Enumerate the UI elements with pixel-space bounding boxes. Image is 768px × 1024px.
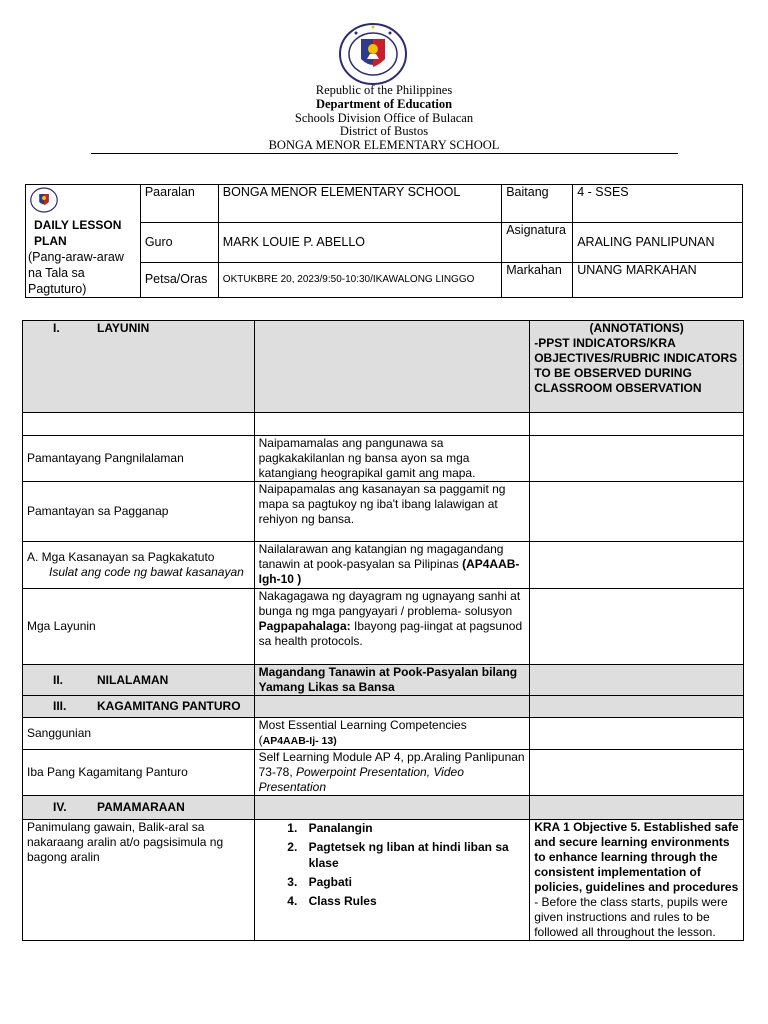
petsa-label: Petsa/Oras bbox=[140, 262, 218, 297]
deped-seal-small-logo bbox=[30, 187, 58, 213]
kasanayan-cell bbox=[23, 542, 255, 589]
empty-cell bbox=[254, 321, 530, 413]
header-department: Department of Education bbox=[315, 97, 453, 111]
baitang-value: 4 - SSES bbox=[573, 185, 743, 223]
asignatura-label: Asignatura bbox=[502, 223, 573, 262]
section-number: II. bbox=[53, 672, 64, 687]
lesson-plan-table bbox=[22, 320, 744, 941]
sanggunian-code: AP4AAB-Ij- 13) bbox=[262, 735, 337, 747]
baitang-label: Baitang bbox=[502, 185, 573, 223]
paaralan-label: Paaralan bbox=[140, 185, 218, 223]
guro-value: MARK LOUIE P. ABELLO bbox=[218, 223, 501, 262]
step-item: 2. Pagtetsek ng liban at hindi liban sa klase bbox=[301, 839, 526, 871]
pagpapahalaga-label: Pagpapahalaga: bbox=[258, 619, 351, 633]
empty-cell bbox=[530, 718, 744, 750]
kasanayan-value-cell bbox=[254, 542, 530, 589]
iba-value-cell bbox=[254, 750, 530, 796]
empty-cell bbox=[530, 696, 744, 718]
dlp-title-cell bbox=[26, 185, 141, 298]
header-school: BONGA MENOR ELEMENTARY SCHOOL bbox=[268, 138, 500, 152]
empty-cell bbox=[530, 796, 744, 820]
iba-value: Self Learning Module AP 4, pp.Araling Panlipunan 73-78, bbox=[258, 750, 525, 779]
section-title: PAMAMARAAN bbox=[97, 800, 185, 814]
empty-cell bbox=[530, 482, 744, 542]
lesson-info-table bbox=[25, 184, 743, 298]
section-layunin-header bbox=[23, 321, 255, 413]
empty-cell bbox=[530, 436, 744, 482]
iba-label: Iba Pang Kagamitang Panturo bbox=[23, 750, 255, 796]
layunin-label: Mga Layunin bbox=[23, 589, 255, 665]
sanggunian-code-line bbox=[259, 733, 526, 749]
header-republic: Republic of the Philippines bbox=[315, 83, 453, 97]
dlp-title: DAILY LESSON PLAN bbox=[34, 218, 122, 248]
header-district: District of Bustos bbox=[339, 124, 429, 138]
kasanayan-sublabel: Isulat ang code ng bawat kasanayan bbox=[49, 565, 244, 579]
kra-description: - Before the class starts, pupils were given instructions and rules to be followed all throughout the lesson. bbox=[534, 895, 728, 939]
layunin-value: Nakagagawa ng dayagram ng ugnayang sanhi at bunga ng mga pangyayari / problema- solusyon bbox=[258, 589, 521, 618]
deped-seal-logo bbox=[338, 23, 408, 85]
guro-label: Guro bbox=[140, 223, 218, 262]
panimula-label: Panimulang gawain, Balik-aral sa nakaraang aralin at/o pagsisimula ng bagong aralin bbox=[23, 820, 255, 941]
header-division: Schools Division Office of Bulacan bbox=[294, 111, 474, 125]
layunin-value-cell bbox=[254, 589, 530, 665]
kasanayan-code: (AP4AAB-Igh-10 ) bbox=[258, 557, 520, 586]
empty-cell bbox=[254, 696, 530, 718]
panimula-steps-cell bbox=[254, 820, 530, 941]
sanggunian-value: Most Essential Learning Competencies bbox=[258, 718, 467, 732]
pagpapahalaga-value: Ibayong pag-iingat at pagsunod sa health protocols. bbox=[258, 619, 523, 648]
pamantayang-label: Pamantayang Pangnilalaman bbox=[23, 436, 255, 482]
petsa-value: OKTUKBRE 20, 2023/9:50-10:30/IKAWALONG LINGGO bbox=[218, 262, 501, 297]
section-number: I. bbox=[53, 321, 60, 335]
step-item: 3. Pagbati bbox=[301, 874, 526, 890]
section-nilalaman-header bbox=[23, 665, 255, 696]
empty-cell bbox=[530, 589, 744, 665]
section-title: LAYUNIN bbox=[97, 321, 150, 335]
nilalaman-value: Magandang Tanawin at Pook-Pasyalan bilang Yamang Likas sa Bansa bbox=[254, 665, 530, 696]
empty-cell bbox=[530, 665, 744, 696]
empty-cell bbox=[23, 413, 255, 436]
asignatura-value: ARALING PANLIPUNAN bbox=[573, 223, 743, 262]
pagpapahalaga-text bbox=[259, 619, 526, 649]
sanggunian-label: Sanggunian bbox=[23, 718, 255, 750]
step-item: 1. Panalangin bbox=[301, 820, 526, 836]
annotations-header bbox=[530, 321, 744, 413]
annotations-text: -PPST INDICATORS/KRA OBJECTIVES/RUBRIC INDICATORS TO BE OBSERVED DURING CLASSROOM OBSERVATION bbox=[534, 336, 738, 395]
section-number: IV. bbox=[53, 800, 67, 814]
empty-cell bbox=[254, 413, 530, 436]
panimula-steps-list bbox=[259, 820, 526, 909]
sanggunian-code-paren: ( bbox=[258, 733, 263, 747]
annotations-title: (ANNOTATIONS) bbox=[589, 321, 684, 335]
kra-objective: KRA 1 Objective 5. Established safe and secure learning environments to enhance learning through the consistent implementation of policies, guidelines and procedures bbox=[534, 820, 739, 894]
dlp-subtitle: (Pang-araw-araw na Tala sa Pagtuturo) bbox=[28, 250, 124, 296]
section-kagamitan-header bbox=[23, 696, 255, 718]
section-pamamaraan-header bbox=[23, 796, 255, 820]
empty-cell bbox=[530, 750, 744, 796]
step-item: 4. Class Rules bbox=[301, 893, 526, 909]
header-divider bbox=[91, 153, 678, 154]
section-title: NILALAMAN bbox=[97, 672, 169, 687]
empty-cell bbox=[530, 413, 744, 436]
kasanayan-label: A. Mga Kasanayan sa Pagkakatuto bbox=[27, 550, 215, 564]
kasanayan-value: Nailalarawan ang katangian ng magagandang tanawin at pook-pasyalan sa Pilipinas bbox=[258, 542, 504, 571]
kra-cell bbox=[530, 820, 744, 941]
pamantayan-value: Naipapamalas ang kasanayan sa paggamit ng mapa sa pagtukoy ng iba't ibang lalawigan at rehiyon ng bansa. bbox=[254, 482, 530, 542]
section-number: III. bbox=[53, 699, 67, 713]
section-title: KAGAMITANG PANTURO bbox=[97, 699, 241, 713]
markahan-label: Markahan bbox=[502, 262, 573, 297]
paaralan-value: BONGA MENOR ELEMENTARY SCHOOL bbox=[218, 185, 501, 223]
empty-cell bbox=[254, 796, 530, 820]
markahan-value: UNANG MARKAHAN bbox=[573, 262, 743, 297]
empty-cell bbox=[530, 542, 744, 589]
sanggunian-value-cell bbox=[254, 718, 530, 750]
pamantayang-value: Naipamamalas ang pangunawa sa pagkakakilanlan ng bansa ayon sa mga katangiang heograpikal gamit ang mapa. bbox=[254, 436, 530, 482]
iba-value-italic: Powerpoint Presentation, Video Presentation bbox=[258, 765, 464, 794]
pamantayan-label: Pamantayan sa Pagganap bbox=[23, 482, 255, 542]
